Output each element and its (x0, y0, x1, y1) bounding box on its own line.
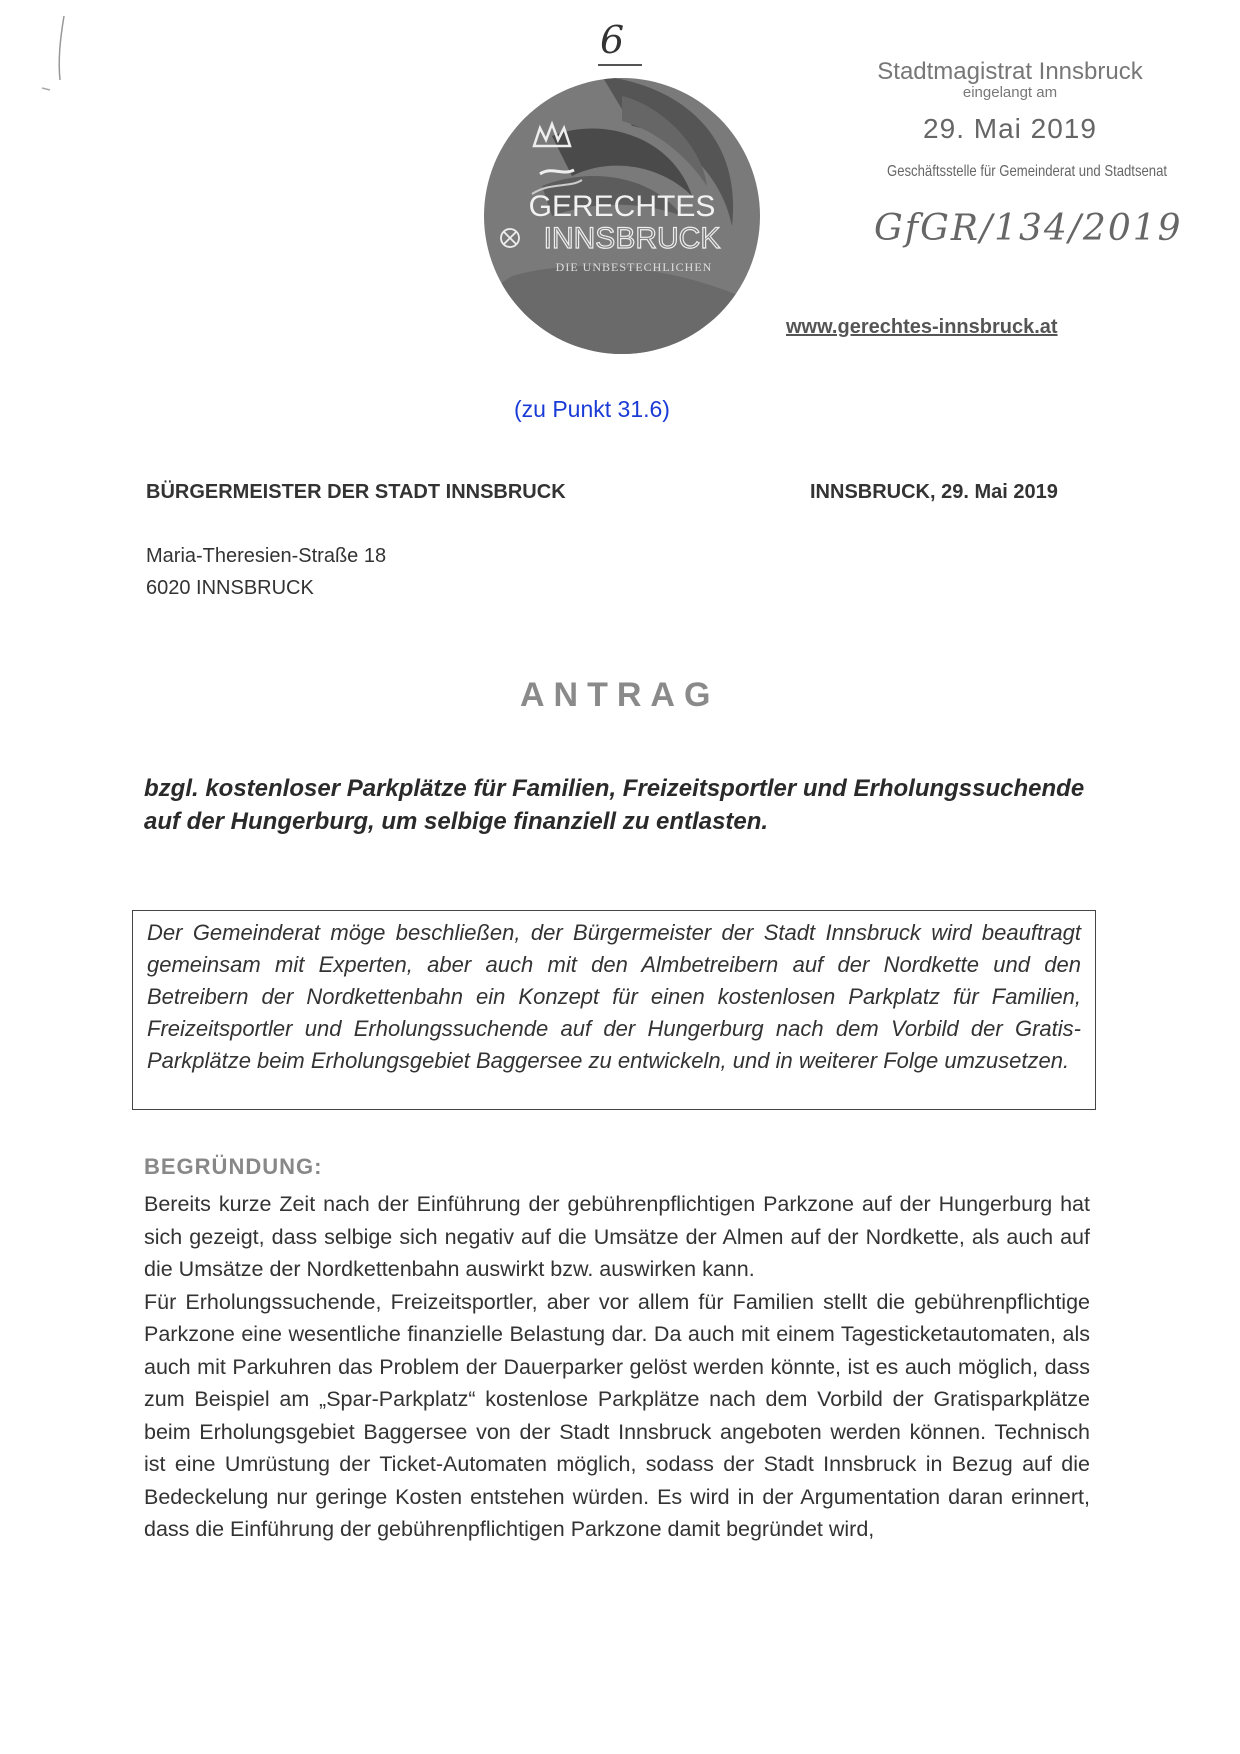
website-link[interactable]: www.gerechtes-innsbruck.at (786, 316, 1058, 338)
motion-box (132, 910, 1096, 1110)
page-number-underline (598, 64, 642, 66)
address-city: 6020 INNSBRUCK (146, 577, 314, 599)
recipient-address (146, 540, 386, 604)
receipt-stamp (860, 58, 1168, 181)
agenda-reference: (zu Punkt 31.6) (514, 396, 670, 422)
address-street: Maria-Theresien-Straße 18 (146, 545, 387, 567)
reasoning-paragraph: Für Erholungssuchende, Freizeitsportler, aber vor allem für Familien stellt die gebührenpflichtige Parkzone eine wesentliche finanzielle Belastung dar. Da auch mit einem Tagesticketautomaten, als auch mit Parkuhren das Problem der Dauerparker gelöst werden könnte, ist es auch möglich, dass zum Beispiel am „Spar-Parkplatz“ kostenlose Parkplätze nach dem Vorbild der Gratisparkplätze beim Erholungsgebiet Baggersee von der Stadt Innsbruck angeboten werden können. Technisch ist eine Umrüstung der Ticket-Automaten möglich, sodass der Stadt Innsbruck in Bezug auf die Bedeckelung nur geringe Kosten entstehen würden. Es wird in der Argumentation daran erinnert, dass die Einführung der gebührenpflichtigen Parkzone damit begründet wird, (144, 1289, 1090, 1541)
party-logo (482, 76, 762, 356)
stamp-office: Geschäftsstelle für Gemeinderat und Stadtsenat (887, 163, 1168, 180)
document-title: ANTRAG (520, 676, 720, 714)
document-subject: bzgl. kostenloser Parkplätze für Familien, Freizeitsportler und Erholungssuchende auf der Hungerburg, um selbige finanziell zu entlasten. (144, 775, 1085, 835)
reasoning-paragraph: Bereits kurze Zeit nach der Einführung der gebührenpflichtigen Parkzone auf der Hungerburg hat sich gezeigt, dass selbige sich negativ auf die Umsätze der Almen auf der Nordkette, als auch auf die Umsätze der Nordkettenbahn auswirkt bzw. auswirken kann. (144, 1192, 1090, 1281)
stamp-reference: GfGR/134/2019 (874, 208, 1183, 249)
stamp-organization: Stadtmagistrat Innsbruck (877, 58, 1143, 85)
logo-tagline: DIE UNBESTECHLICHEN (555, 260, 713, 274)
stamp-date: 29. Mai 2019 (923, 113, 1097, 144)
place-date: INNSBRUCK, 29. Mai 2019 (810, 481, 1058, 503)
motion-text: Der Gemeinderat möge beschließen, der Bürgermeister der Stadt Innsbruck wird beauftragt gemeinsam mit Experten, aber auch mit den Almbetreibern auf der Nordkette und den Betreibern der Nordkettenbahn ein Konzept für einen kostenlosen Parkplatz für Familien, Freizeitsportler und Erholungssuchende auf der Hungerburg nach dem Vorbild der Gratis-Parkplätze beim Erholungsgebiet Baggersee zu entwickeln, und in weiterer Folge umzusetzen. (147, 920, 1081, 1073)
logo-line1: GERECHTES (528, 190, 716, 223)
reasoning-heading: BEGRÜNDUNG: (144, 1154, 323, 1179)
stamp-received-label: eingelangt am (962, 84, 1058, 101)
logo-line2: INNSBRUCK (543, 222, 721, 255)
page-number: 6 (600, 18, 625, 62)
pen-mark (36, 10, 76, 100)
recipient: BÜRGERMEISTER DER STADT INNSBRUCK (146, 481, 566, 503)
reasoning-body (144, 1188, 1090, 1546)
